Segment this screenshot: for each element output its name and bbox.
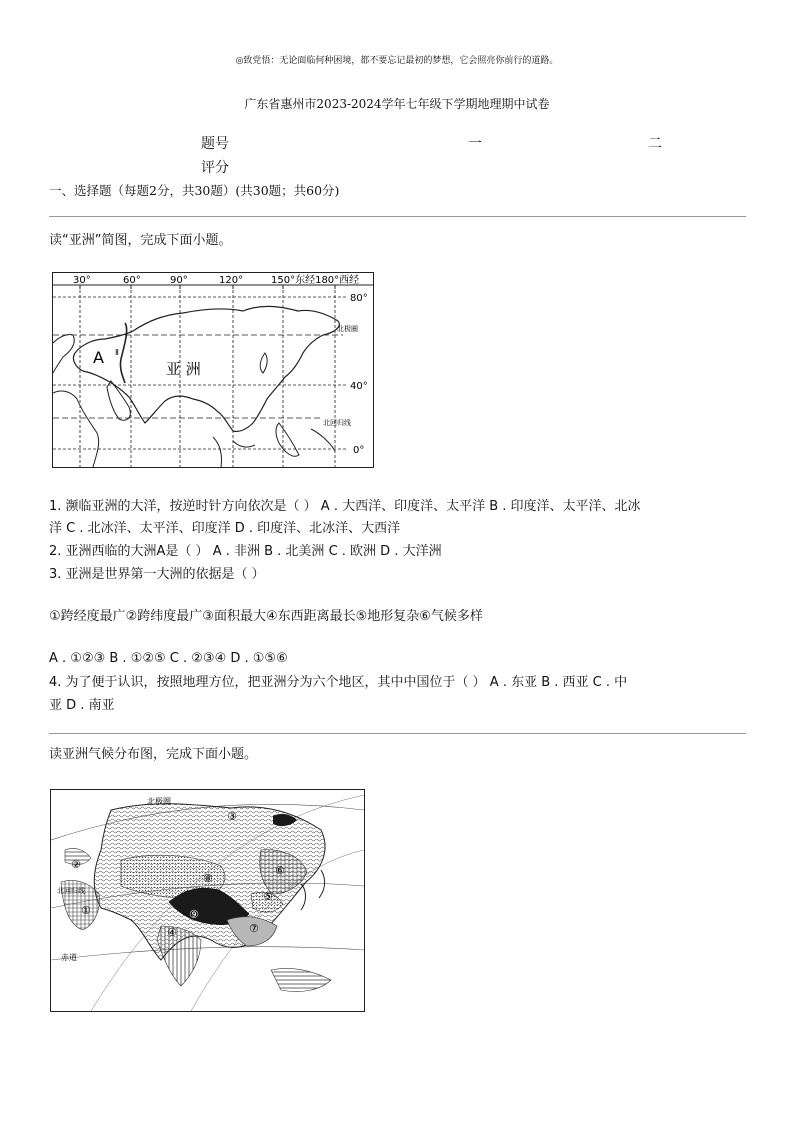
map1-label-asia: 亚 洲: [166, 360, 201, 378]
asia-climate-map: [50, 789, 365, 1012]
map2-num-1: ①: [81, 904, 91, 917]
map1-tropic: 北回归线: [323, 419, 351, 427]
section-heading: 一、选择题（每题2分，共30题）(共30题；共60分): [49, 183, 340, 198]
asia-map: [52, 272, 374, 468]
score-col-1: 一: [468, 136, 482, 152]
map2-num-7: ⑦: [249, 922, 259, 935]
map1-lat-80: 80°: [350, 293, 368, 304]
block2-intro: 读亚洲气候分布图，完成下面小题。: [49, 747, 258, 762]
map2-equator: 赤道: [61, 953, 77, 962]
map1-tick-150: 150°东经180°西经: [271, 275, 360, 286]
map2-num-3: ③: [227, 810, 237, 823]
score-col-2: 二: [648, 136, 662, 152]
block1-intro: 读“亚洲”简图，完成下面小题。: [49, 233, 232, 248]
map1-label-a: A: [93, 348, 104, 367]
question-3: 3. 亚洲是世界第一大洲的依据是（ ）: [49, 567, 265, 582]
question-3-choices: A . ①②③ B . ①②⑤ C . ②③④ D . ①⑤⑥: [49, 651, 288, 666]
map2-num-9: ⑨: [189, 908, 199, 921]
score-row-label-question: 题号: [201, 136, 229, 152]
map1-lat-40: 40°: [350, 381, 368, 392]
map2-arctic: 北极圈: [147, 797, 171, 806]
page-title: 广东省惠州市2023-2024学年七年级下学期地理期中试卷: [244, 97, 550, 111]
map2-num-8: ⑧: [203, 872, 213, 885]
map1-lat-0: 0°: [353, 445, 365, 456]
map2-num-2: ②: [71, 858, 81, 871]
question-1-line-1: 1. 濒临亚洲的大洋，按逆时针方向依次是（ ） A . 大西洋、印度洋、太平洋 B . 印度洋、太平洋、北冰: [49, 499, 641, 514]
map1-label-roman: Ⅱ: [115, 348, 119, 357]
map2-num-6: ⑥: [275, 864, 285, 877]
map2-num-4: ④: [167, 926, 177, 939]
map2-num-5: ⑤: [263, 890, 273, 903]
map1-arctic-circle: 北极圈: [337, 325, 358, 333]
map1-tick-120: 120°: [219, 275, 244, 286]
question-4-line-1: 4. 为了便于认识，按照地理方位，把亚洲分为六个地区，其中中国位于（ ） A . 东亚 B . 西亚 C . 中: [49, 675, 628, 690]
divider: [49, 733, 746, 734]
question-4-line-2: 亚 D . 南亚: [49, 698, 115, 713]
motto: ◎致党悟：无论面临何种困境，都不要忘记最初的梦想，它会照亮你前行的道路。: [235, 56, 559, 66]
map1-tick-30: 30°: [73, 275, 91, 286]
question-1-line-2: 洋 C . 北冰洋、太平洋、印度洋 D . 印度洋、北冰洋、大西洋: [49, 521, 401, 536]
score-row-label-score: 评分: [201, 160, 229, 176]
map1-tick-90: 90°: [170, 275, 188, 286]
map1-tick-60: 60°: [123, 275, 141, 286]
divider: [49, 216, 746, 217]
map2-tropic: 北回归线: [57, 887, 85, 895]
question-3-options: ①跨经度最广②跨纬度最广③面积最大④东西距离最长⑤地形复杂⑥气候多样: [49, 609, 483, 624]
question-2: 2. 亚洲西临的大洲A是（ ） A . 非洲 B . 北美洲 C . 欧洲 D . 大洋洲: [49, 544, 442, 559]
